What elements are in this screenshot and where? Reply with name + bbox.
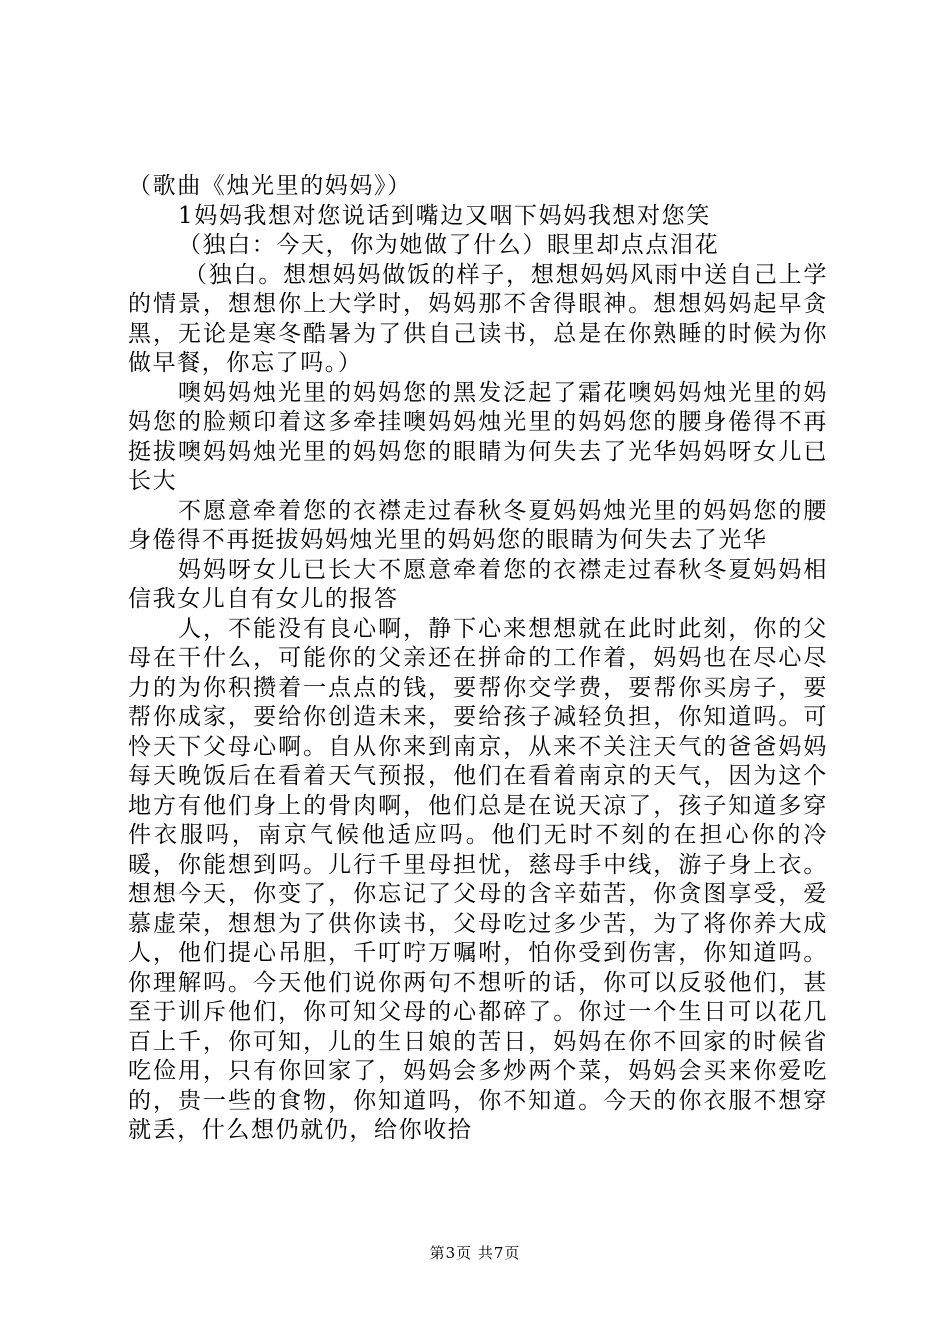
page-number-footer: 第3页 共7页 [429,1244,521,1262]
monologue-line-1: （独白：今天，你为她做了什么）眼里却点点泪花 [178,232,720,258]
document-body [128,172,828,1146]
song-title-line: （歌曲《烛光里的妈妈》） [128,173,412,199]
monologue-paragraph: （独白。想想妈妈做饭的样子，想想妈妈风雨中送自己上学的情景，想想你上大学时，妈妈那不舍得眼神。想想妈妈起早贪黑，无论是寒冬酷暑为了供自己读书，总是在你熟睡的时候为你做早餐，你忘了吗。） [128,261,828,376]
lyric-line-1: 1妈妈我想对您说话到嘴边又咽下妈妈我想对您笑 [178,202,711,229]
body-paragraph: 人，不能没有良心啊，静下心来想想就在此时此刻，你的父母在干什么，可能你的父亲还在拼命的工作着，妈妈也在尽心尽力的为你积攒着一点点的钱，要帮你交学费，要帮你买房子，要帮你成家，要给你创造未来，要给孩子减轻负担，你知道吗。可怜天下父母心啊。自从你来到南京，从来不关注天气的爸爸妈妈每天晚饭后在看着天气预报，他们在看着南京的天气，因为这个地方有他们身上的骨肉啊，他们总是在说天凉了，孩子知道多穿件衣服吗，南京气候他适应吗。他们无时不刻的在担心你的冷暖，你能想到吗。儿行千里母担忧，慈母手中线，游子身上衣。想想今天，你变了，你忘记了父母的含辛茹苦，你贪图享受，爱慕虚荣，想想为了供你读书，父母吃过多少苦，为了将你养大成人，他们提心吊胆，千叮咛万嘱咐，怕你受到伤害，你知道吗。你理解吗。今天他们说你两句不想听的话，你可以反驳他们，甚至于训斥他们，你可知父母的心都碎了。你过一个生日可以花几百上千，你可知，儿的生日娘的苦日，妈妈在你不回家的时候省吃俭用，只有你回家了，妈妈会多炒两个菜，妈妈会买来你爱吃的，贵一些的食物，你知道吗，你不知道。今天的你衣服不想穿就丢，什么想仍就仍，给你收拾 [128,615,828,1143]
lyric-paragraph-3: 妈妈呀女儿已长大不愿意牵着您的衣襟走过春秋冬夏妈妈相信我女儿自有女儿的报答 [128,556,828,612]
lyric-paragraph-2: 不愿意牵着您的衣襟走过春秋冬夏妈妈烛光里的妈妈您的腰身倦得不再挺拔妈妈烛光里的妈妈您的眼睛为何失去了光华 [128,497,828,553]
lyric-paragraph-1: 噢妈妈烛光里的妈妈您的黑发泛起了霜花噢妈妈烛光里的妈妈您的脸颊印着这多牵挂噢妈妈烛光里的妈妈您的腰身倦得不再挺拔噢妈妈烛光里的妈妈您的眼睛为何失去了光华妈妈呀女儿已长大 [128,379,828,494]
